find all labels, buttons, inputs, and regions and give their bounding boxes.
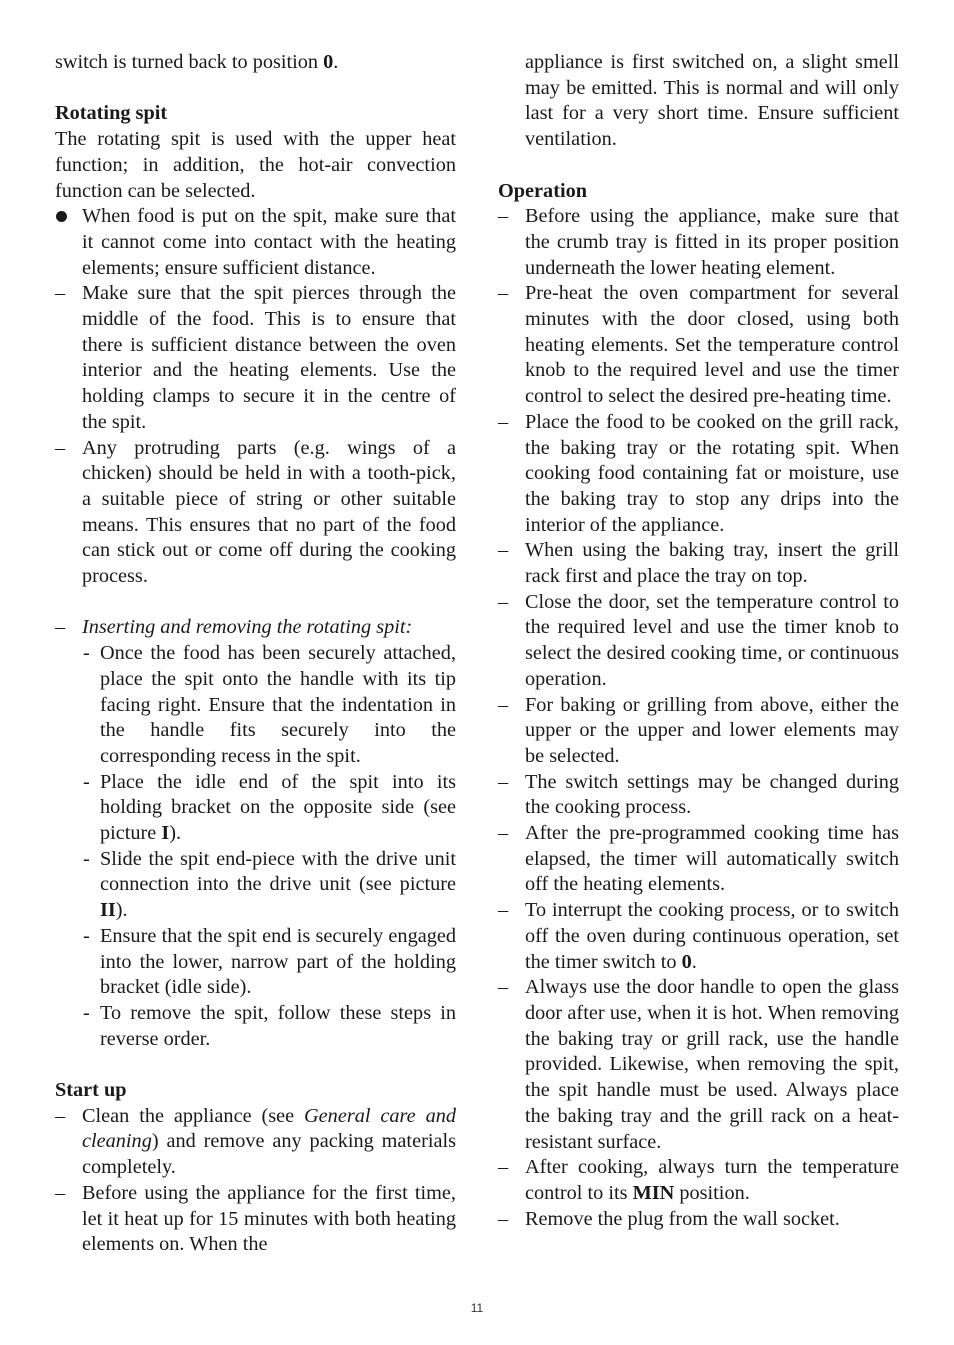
list-item-text: After the pre-programmed cooking time has elapsed, the timer will automatically switch off the heating elements.: [525, 822, 899, 896]
list-item-text: Remove the plug from the wall socket.: [525, 1207, 840, 1230]
position-zero: 0: [681, 950, 692, 973]
dash-marker: –: [55, 436, 66, 459]
list-item-text: When using the baking tray, insert the grill rack first and place the tray on top.: [525, 539, 899, 588]
dash-marker: –: [498, 822, 509, 845]
list-item: [498, 975, 899, 1155]
list-item: [498, 590, 899, 693]
dash-marker: –: [498, 1207, 509, 1230]
operation-heading: Operation: [498, 179, 588, 202]
left-column: [55, 50, 456, 1258]
list-item-text: Clean the appliance (see: [82, 1104, 305, 1127]
cross-reference: General care and cleaning: [82, 1104, 456, 1153]
dash-marker: –: [498, 590, 509, 613]
list-item: [55, 281, 456, 435]
inserting-list: [55, 615, 456, 1052]
dash-marker: –: [498, 282, 509, 305]
dash-marker: –: [55, 1181, 66, 1204]
page-number: 11: [470, 1301, 484, 1315]
list-item: [55, 615, 456, 1052]
dash-marker: –: [498, 539, 509, 562]
step-text-end: ).: [169, 822, 182, 845]
list-item-text: To interrupt the cooking process, or to switch off the oven during continuous operation, set the timer switch to: [525, 899, 899, 973]
picture-ref: I: [161, 822, 170, 845]
dash-marker: –: [498, 693, 509, 716]
dash-marker: –: [498, 1156, 509, 1179]
hyphen-marker: -: [83, 847, 90, 870]
list-item: [498, 281, 899, 410]
dash-marker: –: [55, 1104, 66, 1127]
list-item: [498, 898, 899, 975]
list-item: [498, 1207, 899, 1233]
list-item: [498, 410, 899, 539]
step-text-end: ).: [115, 899, 128, 922]
dash-marker: –: [498, 976, 509, 999]
list-item-text: For baking or grilling from above, either the upper or the upper and lower elements may be selected.: [525, 693, 899, 767]
step-item: [82, 924, 456, 1001]
list-item-text: Before using the appliance for the first time, let it heat up for 15 minutes with both heating elements on. When the: [82, 1181, 456, 1256]
list-item: [498, 693, 899, 770]
list-item: [55, 436, 456, 590]
list-item-text: Make sure that the spit pierces through the middle of the food. This is to ensure that there is sufficient distance between the oven interior and the heating elements. Use the holding clamps to secure it in the centre of the spit.: [82, 282, 456, 433]
list-item: [498, 538, 899, 589]
list-item: [55, 1104, 456, 1181]
list-item: [55, 204, 456, 281]
intro-text-part: switch is turned back to position: [55, 51, 324, 73]
list-item: [498, 204, 899, 281]
list-item-text: Always use the door handle to open the glass door after use, when it is hot. When removing the baking tray or grill rack, use the handle provided. Likewise, when removing the spit, the spit handle must be used. Always place the baking tray and the grill rack on a heat-resistant surface.: [525, 976, 899, 1153]
start-up-heading: Start up: [55, 1079, 127, 1102]
step-item: [82, 847, 456, 924]
step-text: To remove the spit, follow these steps in reverse order.: [100, 1001, 456, 1050]
right-column: [498, 50, 899, 1232]
list-item: [498, 1155, 899, 1206]
step-text: Ensure that the spit end is securely engaged into the lower, narrow part of the holding bracket (idle side).: [100, 924, 456, 999]
intro-text-end: .: [333, 51, 339, 73]
start-up-list: [55, 1104, 456, 1258]
list-item-text: Any protruding parts (e.g. wings of a chicken) should be held in with a tooth-pick, a suitable piece of string or other suitable means. This ensures that no part of the food can stick out or come off during the cooking process.: [82, 436, 456, 588]
list-item-text-end: ) and remove any packing materials completely.: [82, 1130, 456, 1179]
step-text: Once the food has been securely attached, place the spit onto the handle with its tip facing right. Ensure that the indentation in the handle fits securely into the corresponding recess in the spit.: [100, 642, 456, 767]
operation-list: [498, 204, 899, 1232]
list-item-text-end: position.: [674, 1181, 750, 1204]
dash-marker: –: [498, 205, 509, 228]
step-item: [82, 1001, 456, 1052]
step-text: Place the idle end of the spit into its holding bracket on the opposite side (see picture: [100, 770, 456, 845]
position-zero: 0: [323, 51, 334, 73]
intro-text: [55, 50, 456, 76]
continued-text: appliance is first switched on, a slight smell may be emitted. This is normal and will only last for a very short time. Ensure sufficient ventilation.: [525, 51, 899, 151]
list-item-text: When food is put on the spit, make sure that it cannot come into contact with the heating elements; ensure sufficient distance.: [82, 205, 456, 279]
list-item-text: After cooking, always turn the temperature control to its: [525, 1156, 899, 1204]
step-text: Slide the spit end-piece with the drive unit connection into the drive unit (see picture: [100, 847, 456, 896]
rotating-spit-list: [55, 204, 456, 590]
dash-marker: –: [498, 770, 509, 793]
dash-marker: –: [55, 616, 66, 639]
step-item: [82, 770, 456, 847]
hyphen-marker: -: [83, 770, 90, 793]
list-item: [498, 770, 899, 821]
inserting-title: Inserting and removing the rotating spit:: [82, 616, 413, 639]
rotating-spit-text: The rotating spit is used with the upper heat function; in addition, the hot-air convection function can be selected.: [55, 128, 456, 202]
dash-marker: –: [498, 899, 509, 922]
list-item-text: Close the door, set the temperature control to the required level and use the timer knob to select the desired cooking time, or continuous operation.: [525, 590, 899, 690]
list-item-text: Before using the appliance, make sure that the crumb tray is fitted in its proper position underneath the lower heating element.: [525, 205, 899, 279]
list-item-text: The switch settings may be changed during the cooking process.: [525, 770, 899, 819]
hyphen-marker: -: [83, 642, 90, 665]
hyphen-marker: -: [83, 924, 90, 947]
min-position: MIN: [632, 1181, 675, 1204]
list-item-text: Place the food to be cooked on the grill rack, the baking tray or the rotating spit. When cooking food containing fat or moisture, use the baking tray to stop any drips into the interior of the appliance.: [525, 410, 899, 536]
steps-list: [82, 641, 456, 1052]
list-item-text-end: .: [691, 950, 697, 973]
list-item: [55, 1181, 456, 1258]
step-item: [82, 641, 456, 770]
hyphen-marker: -: [83, 1001, 90, 1024]
dash-marker: –: [55, 282, 66, 305]
list-item-text: Pre-heat the oven compartment for several minutes with the door closed, using both heating elements. Set the temperature control knob to the required level and use the timer control to select the desired pre-heating time.: [525, 282, 899, 408]
dash-marker: –: [498, 410, 509, 433]
list-item: [498, 821, 899, 898]
picture-ref: II: [100, 899, 116, 922]
rotating-spit-heading: Rotating spit: [55, 102, 168, 125]
